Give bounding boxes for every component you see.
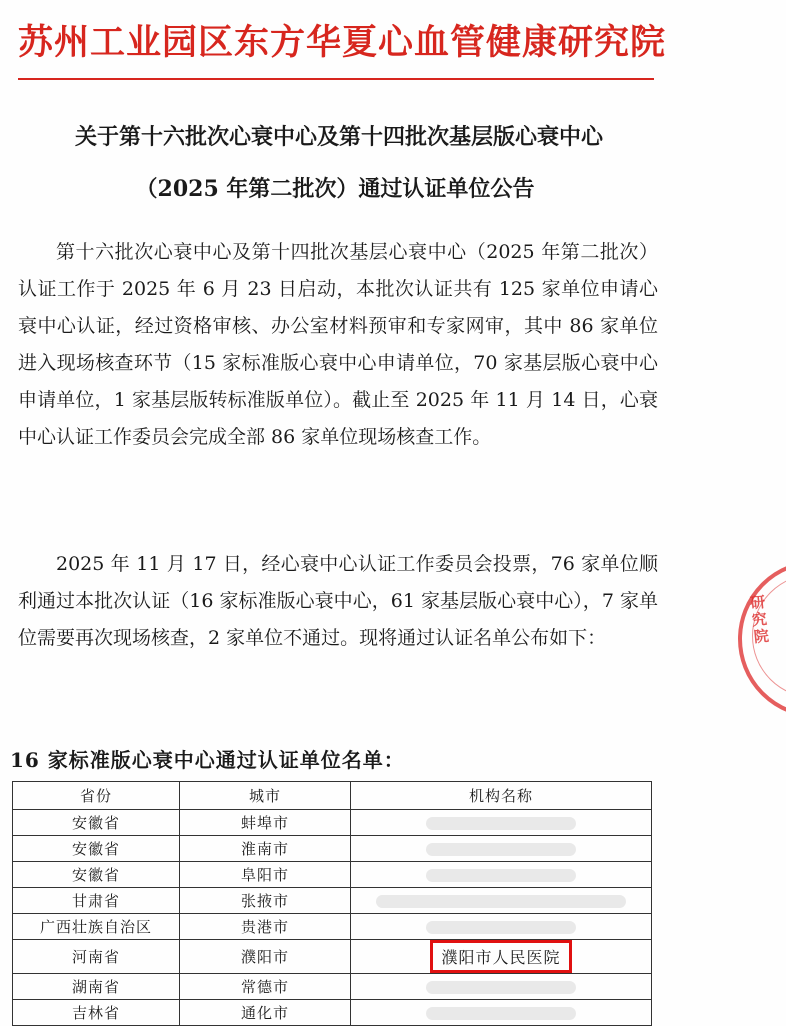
cell-city: 濮阳市 [180, 940, 351, 974]
cell-city: 阜阳市 [180, 862, 351, 888]
letterhead [18, 20, 667, 80]
seal-text: 研究院 [749, 592, 770, 647]
cell-province: 甘肃省 [13, 888, 180, 914]
cell-province: 湖南省 [13, 974, 180, 1000]
cell-province: 安徽省 [13, 810, 180, 836]
cell-province: 安徽省 [13, 862, 180, 888]
cell-province: 安徽省 [13, 836, 180, 862]
cell-institution [351, 862, 652, 888]
cell-province: 广西壮族自治区 [13, 914, 180, 940]
notice-title-line-2: （2025 年第二批次）通过认证单位公告 [135, 176, 535, 202]
table-row-highlighted [13, 940, 652, 974]
certified-units-table [12, 781, 652, 1026]
header-rule [18, 78, 654, 80]
cell-province: 吉林省 [13, 1000, 180, 1026]
redacted-text [376, 895, 626, 908]
table-row [13, 974, 652, 1000]
header-city: 城市 [180, 782, 351, 810]
org-name: 苏州工业园区东方华夏心血管健康研究院 [18, 22, 667, 63]
cell-city: 淮南市 [180, 836, 351, 862]
table-header-row [13, 782, 652, 810]
cell-institution [351, 940, 652, 974]
cell-city: 蚌埠市 [180, 810, 351, 836]
cell-institution [351, 1000, 652, 1026]
redacted-text [426, 869, 576, 882]
table-row [13, 914, 652, 940]
cell-province: 河南省 [13, 940, 180, 974]
official-seal [738, 560, 786, 718]
header-province: 省份 [13, 782, 180, 810]
cell-institution [351, 888, 652, 914]
cell-city: 贵港市 [180, 914, 351, 940]
table-row [13, 836, 652, 862]
redacted-text [426, 921, 576, 934]
cell-institution [351, 836, 652, 862]
cell-city: 常德市 [180, 974, 351, 1000]
cell-institution [351, 914, 652, 940]
body-paragraph-1: 第十六批次心衰中心及第十四批次基层心衰中心（2025 年第二批次）认证工作于 2025 年 6 月 23 日启动，本批次认证共有 125 家单位申请心衰中心认证，经过资格审核、办公室材料预审和专家网审，其中 86 家单位进入现场核查环节（15 家标准版心衰中心申请单位，70 家基层版心衰中心申请单位，1 家基层版转标准版单位）。截止至 2025 年 11 月 14 日，心衰中心认证工作委员会完成全部 86 家单位现场核查工作。 [18, 241, 658, 448]
cell-institution [351, 974, 652, 1000]
body-paragraph-2: 2025 年 11 月 17 日，经心衰中心认证工作委员会投票，76 家单位顺利通过本批次认证（16 家标准版心衰中心，61 家基层版心衰中心），7 家单位需要再次现场核查，2 家单位不通过。现将通过认证名单公布如下： [18, 553, 658, 649]
notice-title-line-1: 关于第十六批次心衰中心及第十四批次基层版心衰中心 [74, 124, 603, 150]
list-title: 16 家标准版心衰中心通过认证单位名单： [10, 748, 405, 772]
redacted-text [426, 981, 576, 994]
redacted-text [426, 843, 576, 856]
redacted-text [426, 817, 576, 830]
cell-city: 张掖市 [180, 888, 351, 914]
highlighted-institution: 濮阳市人民医院 [430, 940, 571, 973]
table-row [13, 888, 652, 914]
cell-city: 通化市 [180, 1000, 351, 1026]
table-row [13, 862, 652, 888]
header-institution: 机构名称 [351, 782, 652, 810]
table-row [13, 810, 652, 836]
table-row [13, 1000, 652, 1026]
redacted-text [426, 1007, 576, 1020]
cell-institution [351, 810, 652, 836]
